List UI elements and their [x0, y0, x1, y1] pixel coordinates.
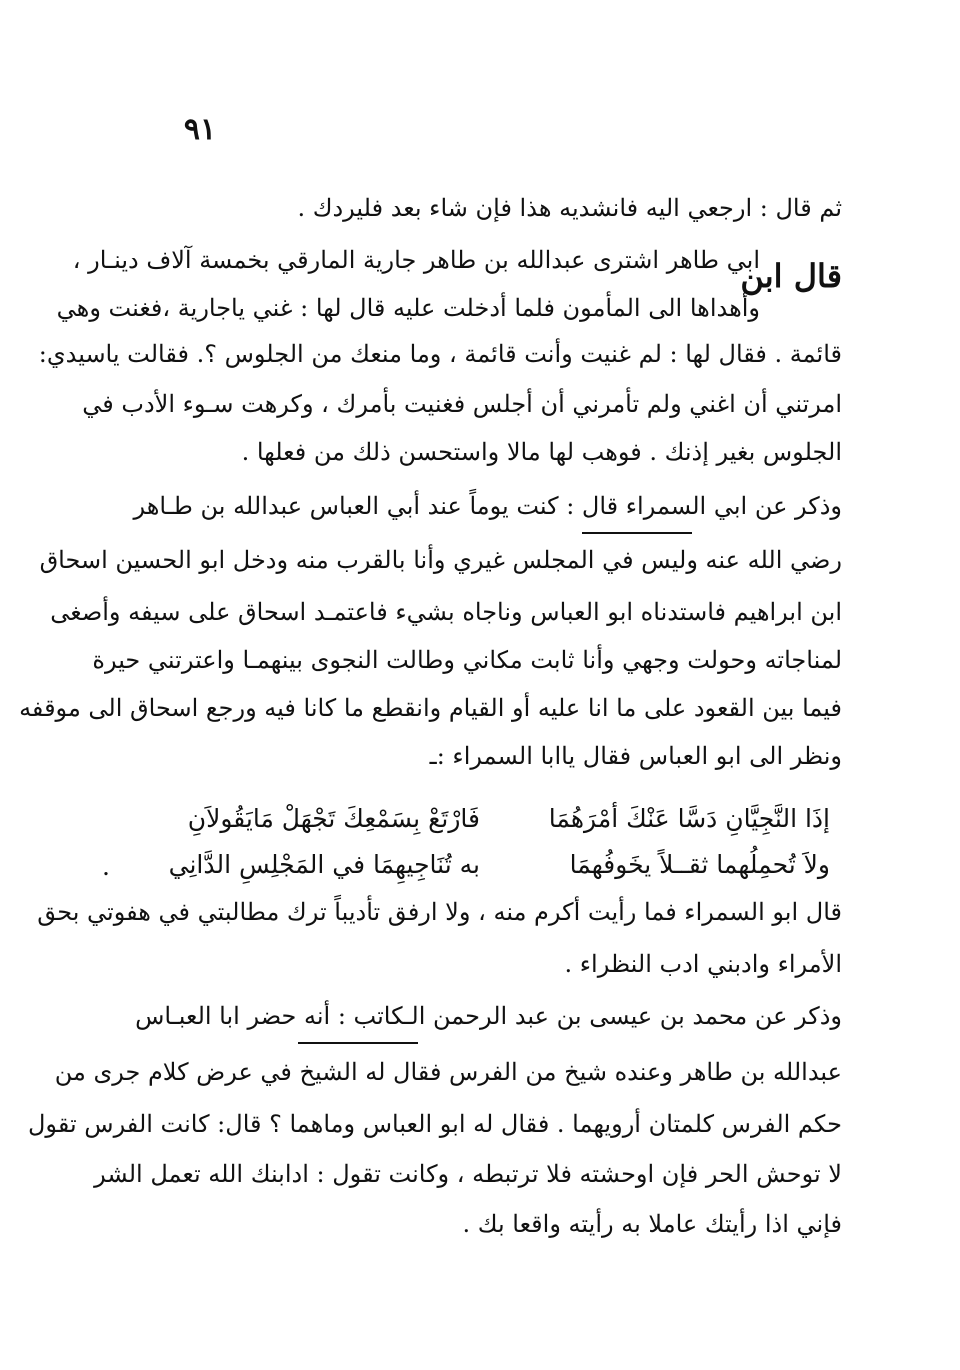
verse-hemistich: به تُنَاجِيهِمَا في المَجْلِسِ الدَّانِي	[168, 850, 480, 879]
text-line: الأمراء وادبني ادب النظراء .	[564, 950, 842, 978]
text-line: رضي الله عنه وليس في المجلس غيري وأنا بالقرب منه ودخل ابو الحسين اسحاق	[39, 546, 842, 574]
verse-end-mark: .	[102, 852, 110, 881]
text-line: وأهداها الى المأمون فلما أدخلت عليه قال لها : غني ياجارية ،فغنت وهي	[56, 294, 760, 322]
verse-hemistich: إذَا النَّجِيَّانِ دَسَّا عَنْكَ أمْرَهُمَا	[548, 804, 830, 833]
text-line: ابي طاهر اشترى عبدالله بن طاهر جارية المارقي بخمسة آلاف دينـار ،	[72, 246, 760, 274]
text-line: وذكر عن ابي السمراء قال : كنت يوماً عند أبي العباس عبدالله بن طـاهر	[133, 492, 842, 520]
text-line: عبدالله بن طاهر وعنده شيخ من الفرس فقال له الشيخ في عرض كلام جرى من	[54, 1058, 842, 1086]
text-line: ابن ابراهيم فاستدناه ابو العباس وناجاه بشيء فاعتمـد اسحاق على سيفه وأصغى	[50, 598, 842, 626]
text-line: لا توحش الحر فإن اوحشته فلا ترتبطه ، وكانت تقول : ادابنك الله تعمل الشر	[94, 1160, 842, 1188]
page-number: ٩١	[183, 112, 217, 147]
text-line: وذكر عن محمد بن عيسى بن عبد الرحمن الـكاتب : أنه حضر ابا العبـاس	[135, 1002, 842, 1030]
underline-rule	[582, 532, 692, 534]
text-line: الجلوس بغير إذنك . فوهب لها مالا واستحسن ذلك من فعلها .	[241, 438, 842, 466]
text-line: فيما بين القعود على ما انا عليه أو القيام وانقطع ما كانا فيه ورجع اسحاق الى موقفه	[19, 694, 842, 722]
text-line: امرتني أن اغني ولم تأمرني أن أجلس فغنيت بأمرك ، وكرهت سـوء الأدب في	[82, 390, 842, 418]
text-line: ونظر الى ابو العباس فقال ياابا السمراء :ـ	[429, 742, 842, 770]
text-line: لمناجاته وحولت وجهي وأنا ثابت مكاني وطالت النجوى بينهمـا واعترتني حيرة	[92, 646, 842, 674]
text-line: قال ابو السمراء فما رأيت أكرم منه ، ولا ارفق تأديباً ترك مطالبتي في هفوتي بحق	[37, 898, 842, 926]
verse-hemistich: فَارْتَعْ بِسَمْعِكَ تَجْهَلْ مَايَقُولاَنِ	[187, 804, 480, 833]
text-line: ثم قال : ارجعي اليه فانشديه هذا فإن شاء بعد فليردك .	[297, 194, 842, 222]
margin-heading: قال ابن	[740, 257, 842, 295]
text-line: فإني اذا رأيتك عاملا به رأيته واقعا بك .	[462, 1210, 842, 1238]
text-line: قائمة . فقال لها : لم غنيت وأنت قائمة ، وما منعك من الجلوس ؟. فقالت ياسيدي:	[38, 340, 842, 368]
text-line: حكم الفرس كلمتان أرويهما . فقال له ابو العباس وماهما ؟ قال: كانت الفرس تقول	[27, 1110, 842, 1138]
verse-hemistich: ولاَ تُحمِلُهما ثقــلاً يخَوفُهمَا	[569, 850, 830, 879]
underline-rule	[298, 1042, 418, 1044]
